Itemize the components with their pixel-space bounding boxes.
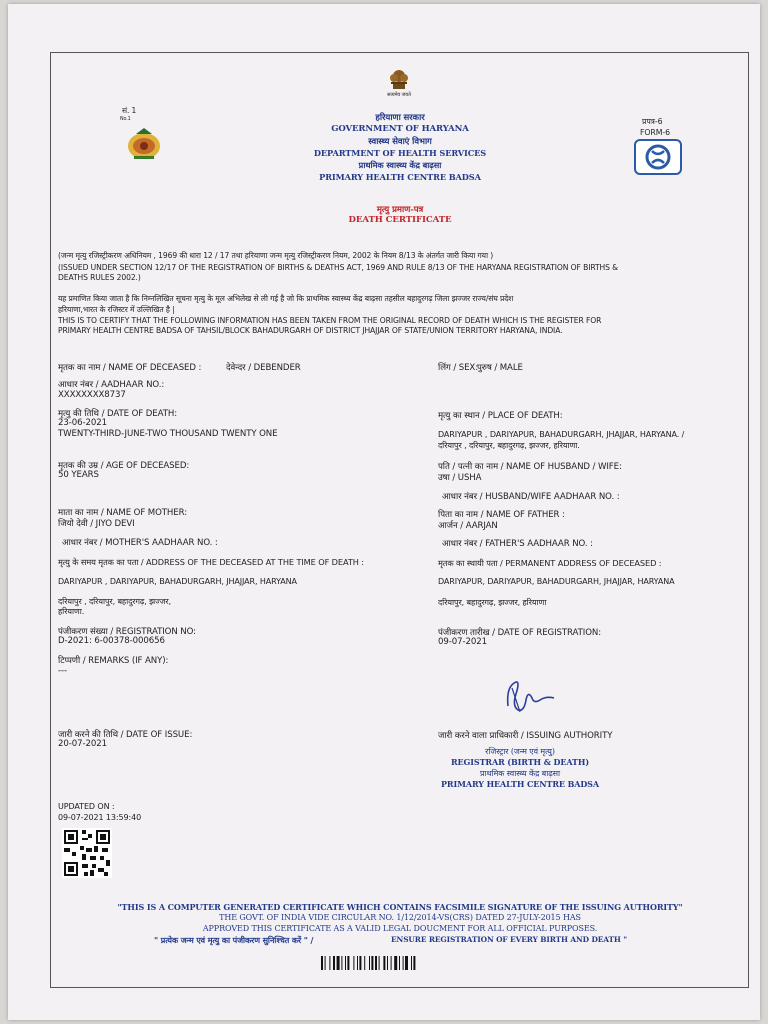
updated-on-label: UPDATED ON :	[58, 802, 115, 811]
centre-name-en: PRIMARY HEALTH CENTRE BADSA	[319, 172, 481, 182]
footer-line-1: "THIS IS A COMPUTER GENERATED CERTIFICATE WHICH CONTAINS FACSIMILE SIGNATURE OF THE ISSUING AUTHORITY"	[117, 902, 683, 912]
qr-code-icon	[62, 828, 112, 878]
serial-number-hi: सं. 1	[122, 106, 137, 115]
certificate-border	[50, 52, 749, 988]
barcode-icon	[321, 956, 481, 970]
crs-logo-icon	[634, 139, 682, 175]
footer-line-2: THE GOVT. OF INDIA VIDE CIRCULAR NO. 1/12/2014-VS(CRS) DATED 27-JULY-2015 HAS	[219, 913, 581, 922]
spouse-aadhaar-label: आधार नंबर / HUSBAND/WIFE AADHAAR NO. :	[442, 492, 620, 502]
sex-label: लिंग / SEX:	[438, 363, 479, 373]
certify-hi-1: यह प्रमाणित किया जाता है कि निम्नलिखित सूचना मृत्यु के मूल अभिलेख से ली गई है जो कि प्राथमिक स्वास्थ्य केंद्र बाढ़सा तहसील बहादुरगढ़ जिला झज्जर राज्य/संघ प्रदेश	[58, 294, 514, 303]
father-aadhaar-label: आधार नंबर / FATHER'S AADHAAR NO. :	[442, 539, 593, 549]
centre-name-hi: प्राथमिक स्वास्थ्य केंद्र बाढ़सा	[358, 160, 442, 170]
certify-hi-2: हरियाणा,भारत के रजिस्टर में उल्लिखित है |	[58, 305, 175, 314]
haryana-seal-icon	[124, 126, 164, 162]
date-of-issue-label: जारी करने की तिथि / DATE OF ISSUE:	[58, 730, 193, 740]
spouse-label: पति / पत्नी का नाम / NAME OF HUSBAND / WIFE:	[438, 462, 622, 472]
age-label: मृतक की उम्र / AGE OF DECEASED:	[58, 461, 190, 471]
address-label: मृत्यु के समय मृतक का पता / ADDRESS OF THE DECEASED AT THE TIME OF DEATH :	[58, 557, 364, 567]
registration-date-label: पंजीकरण तारीख / DATE OF REGISTRATION:	[438, 628, 602, 638]
issuing-authority-label: जारी करने वाला प्राधिकारी / ISSUING AUTHORITY	[438, 731, 613, 741]
updated-on-value: 09-07-2021 13:59:40	[58, 813, 142, 822]
address-value-hi-1: दरियापुर , दरियापुर, बहादुरगढ़, झज्जर,	[58, 597, 172, 606]
spouse-value: उषा / USHA	[438, 473, 482, 483]
issued-under-hi: (जन्म मृत्यु रजिस्ट्रीकरण अधिनियम , 1969 की धारा 12 / 17 तथा हरियाणा जन्म मृत्यु रजिस्ट्रीकरण नियम, 2002 के नियम 8/13 के अंतर्गत जारी किया गया )	[58, 251, 494, 260]
issued-under-en-2: DEATHS RULES 2002.)	[58, 273, 141, 282]
address-value-hi-2: हरियाणा.	[58, 607, 85, 616]
footer-line-3: APPROVED THIS CERTIFICATE AS A VALID LEGAL DOUCMENT FOR ALL OFFICIAL PURPOSES.	[202, 924, 598, 933]
perm-address-label: मृतक का स्थायी पता / PERMANENT ADDRESS OF DECEASED :	[438, 558, 662, 568]
aadhaar-label: आधार नंबर / AADHAAR NO.:	[58, 380, 165, 390]
mother-label: माता का नाम / NAME OF MOTHER:	[58, 508, 188, 518]
footer-line-4-hi: " प्रत्येक जन्म एवं मृत्यु का पंजीकरण सुनिश्चित करें " /	[154, 935, 314, 945]
certify-en-1: THIS IS TO CERTIFY THAT THE FOLLOWING INFORMATION HAS BEEN TAKEN FROM THE ORIGINAL RECORD OF DEATH WHICH IS THE REGISTER FOR	[58, 316, 602, 325]
date-of-death-label: मृत्यु की तिथि / DATE OF DEATH:	[58, 409, 177, 419]
national-emblem-icon	[386, 66, 412, 92]
govt-name-en: GOVERNMENT OF HARYANA	[331, 124, 469, 134]
date-of-issue-value: 20-07-2021	[58, 739, 107, 749]
aadhaar-value: XXXXXXXX8737	[58, 390, 126, 400]
registration-no-value: D-2021: 6-00378-000656	[58, 636, 165, 646]
place-of-death-value-hi: दरियापुर , दरियापुर, बहादुरगढ़, झज्जर, हरियाणा.	[438, 441, 580, 450]
place-of-death-value-en: DARIYAPUR , DARIYAPUR, BAHADURGARH, JHAJJAR, HARYANA. /	[438, 430, 685, 439]
certify-en-2: PRIMARY HEALTH CENTRE BADSA OF TAHSIL/BLOCK BAHADURGARH OF DISTRICT JHAJJAR OF STATE/UNION TERRITORY HARYANA, INDIA.	[58, 326, 563, 335]
perm-address-value-hi: दरियापुर, बहादुरगढ़, झज्जर, हरियाणा	[438, 598, 547, 607]
sex-value: पुरुष / MALE	[477, 363, 523, 373]
title-en: DEATH CERTIFICATE	[348, 215, 452, 225]
name-value: देवेन्दर / DEBENDER	[226, 363, 301, 373]
mother-value: जियो देवी / JIYO DEVI	[58, 519, 135, 529]
age-value: 50 YEARS	[58, 470, 99, 480]
stamp-line-1: रजिस्ट्रार (जन्म एवं मृत्यु)	[485, 747, 555, 756]
perm-address-value-en: DARIYAPUR, DARIYAPUR, BAHADURGARH, JHAJJAR, HARYANA	[438, 577, 675, 586]
govt-name-hi: हरियाणा सरकार	[375, 113, 425, 123]
remarks-label: टिप्पणी / REMARKS (IF ANY):	[58, 656, 169, 666]
form-number-hi: प्रपत्र-6	[642, 117, 663, 126]
name-label: मृतक का नाम / NAME OF DECEASED :	[58, 363, 202, 373]
stamp-line-4: PRIMARY HEALTH CENTRE BADSA	[441, 779, 599, 789]
father-value: आर्जन / AARJAN	[438, 521, 498, 531]
signature-icon	[498, 676, 558, 718]
stamp-line-3: प्राथमिक स्वास्थ्य केंद्र बाढ़सा	[480, 769, 560, 778]
form-number-en: FORM-6	[640, 128, 670, 137]
title-hi: मृत्यु प्रमाण-पत्र	[376, 205, 424, 215]
remarks-value: ---	[58, 666, 68, 676]
serial-number-en: No.1	[120, 117, 131, 122]
place-of-death-label: मृत्यु का स्थान / PLACE OF DEATH:	[438, 411, 563, 421]
emblem-caption: सत्यमेव जयते	[387, 92, 411, 98]
mother-aadhaar-label: आधार नंबर / MOTHER'S AADHAAR NO. :	[62, 538, 218, 548]
footer-line-4-en: ENSURE REGISTRATION OF EVERY BIRTH AND DEATH "	[391, 935, 628, 944]
registration-date-value: 09-07-2021	[438, 637, 487, 647]
issued-under-en-1: (ISSUED UNDER SECTION 12/17 OF THE REGISTRATION OF BIRTHS & DEATHS ACT, 1969 AND RULE 8/13 OF THE HARYANA REGISTRATION OF BIRTHS &	[58, 263, 618, 272]
address-value-en: DARIYAPUR , DARIYAPUR, BAHADURGARH, JHAJJAR, HARYANA	[58, 577, 297, 586]
dept-name-en: DEPARTMENT OF HEALTH SERVICES	[313, 148, 487, 158]
date-of-death-words: TWENTY-THIRD-JUNE-TWO THOUSAND TWENTY ONE	[58, 429, 278, 439]
date-of-death-value: 23-06-2021	[58, 418, 107, 428]
registration-no-label: पंजीकरण संख्या / REGISTRATION NO:	[58, 627, 196, 637]
stamp-line-2: REGISTRAR (BIRTH & DEATH)	[450, 757, 590, 767]
father-label: पिता का नाम / NAME OF FATHER :	[438, 510, 565, 520]
dept-name-hi: स्वास्थ्य सेवाएं विभाग	[368, 137, 432, 147]
